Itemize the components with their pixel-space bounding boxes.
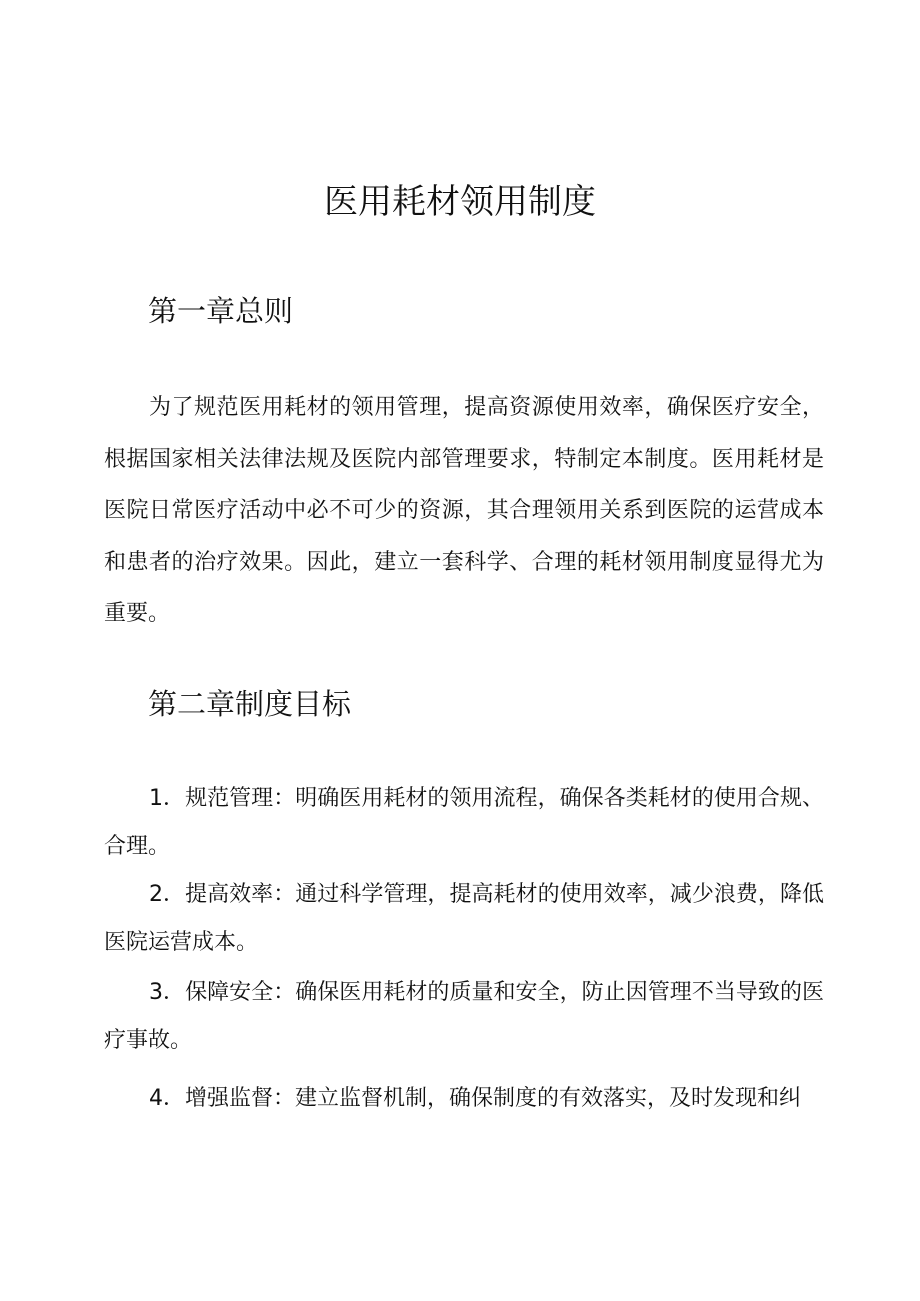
goal-item-3 xyxy=(104,969,824,1065)
document-title: 医用耗材领用制度 xyxy=(324,182,596,222)
chapter-2-heading: 第二章制度目标 xyxy=(148,687,352,721)
goal-item-2 xyxy=(104,871,824,967)
goal-item-4 xyxy=(104,1075,824,1123)
goal-item-number: 3 xyxy=(149,980,163,1005)
goal-item-1 xyxy=(104,775,824,871)
chapter-1-heading: 第一章总则 xyxy=(148,294,294,328)
goal-item-text: ．规范管理：明确医用耗材的领用流程，确保各类耗材的使用合规、合理。 xyxy=(104,786,824,859)
goal-item-number: 1 xyxy=(149,786,163,811)
chapter-1-paragraph: 为了规范医用耗材的领用管理，提高资源使用效率，确保医疗安全，根据国家相关法律法规及医院内部管理要求，特制定本制度。医用耗材是医院日常医疗活动中必不可少的资源，其合理领用关系到医院的运营成本和患者的治疗效果。因此，建立一套科学、合理的耗材领用制度显得尤为重要。 xyxy=(104,395,824,626)
goal-item-text: ．提高效率：通过科学管理，提高耗材的使用效率，减少浪费，降低医院运营成本。 xyxy=(104,882,824,955)
goal-item-text: ．增强监督：建立监督机制，确保制度的有效落实，及时发现和纠 xyxy=(163,1086,802,1111)
goal-item-text: ．保障安全：确保医用耗材的质量和安全，防止因管理不当导致的医疗事故。 xyxy=(104,980,824,1053)
goal-item-number: 4 xyxy=(149,1086,163,1111)
goal-item-number: 2 xyxy=(149,882,163,907)
